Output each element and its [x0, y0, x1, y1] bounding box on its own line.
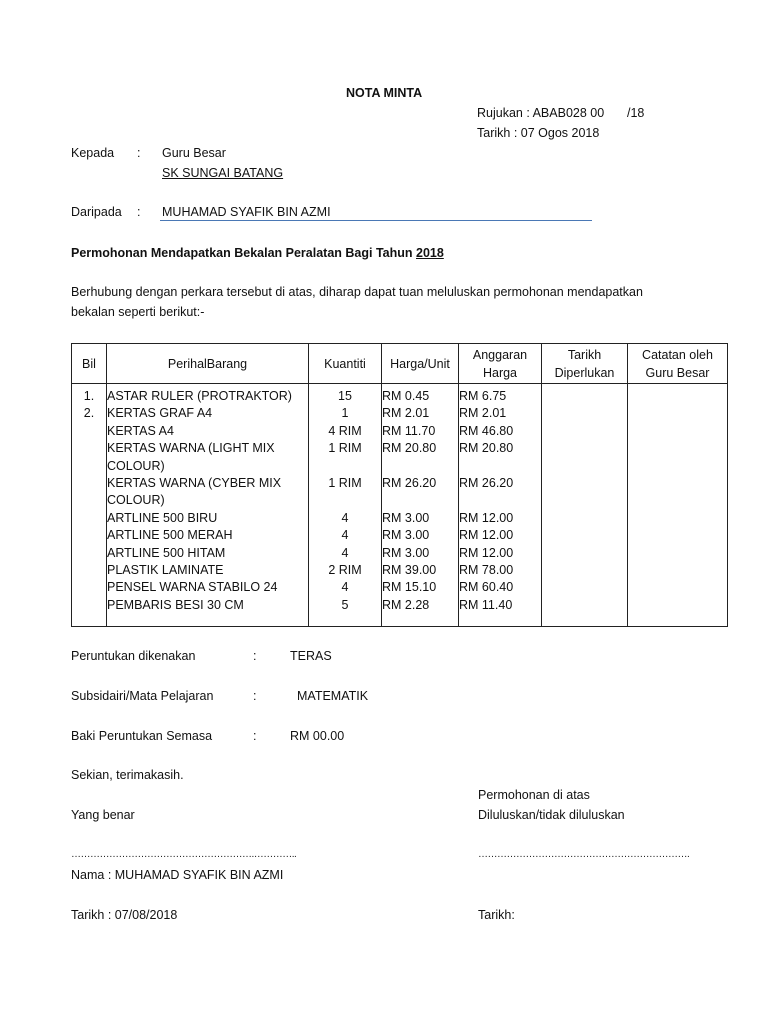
- item-estimated-price: RM 26.20: [459, 476, 514, 491]
- item-quantity: 15: [338, 389, 352, 403]
- baki-value: RM 00.00: [290, 729, 345, 743]
- tarikh-right: Tarikh:: [478, 908, 515, 922]
- peruntukan-colon: :: [253, 649, 257, 663]
- spacer: [382, 458, 458, 475]
- spacer: [382, 492, 458, 509]
- item-quantity: 5: [341, 597, 349, 612]
- daripada-colon: :: [137, 205, 141, 219]
- item-quantity: 4: [341, 528, 349, 543]
- rujukan-text: Rujukan : ABAB028 00: [477, 106, 605, 120]
- item-description: KERTAS A4: [107, 423, 174, 438]
- yang-benar: Yang benar: [71, 808, 135, 822]
- item-quantity: 4: [341, 545, 349, 560]
- item-unit-price: RM 2.01: [382, 406, 430, 421]
- approval-line1: Permohonan di atas: [478, 788, 590, 802]
- item-estimated-price: RM 12.00: [459, 528, 514, 543]
- item-unit-price: RM 11.70: [382, 423, 436, 438]
- item-estimated-price: RM 20.80: [459, 441, 514, 456]
- header-harga: Harga/Unit: [382, 344, 459, 384]
- document-title: NOTA MINTA: [346, 86, 423, 100]
- item-description: COLOUR): [107, 458, 165, 473]
- daripada-underline: [160, 220, 592, 221]
- harga-cell: [382, 384, 459, 627]
- signature-dots-left: ………………………………………………….…………..: [71, 849, 297, 860]
- kuantiti-cell: [309, 384, 382, 627]
- item-estimated-price: RM 12.00: [459, 510, 514, 525]
- signature-dots-right: ………………………………………………………….: [478, 849, 690, 860]
- subject-text: Permohonan Mendapatkan Bekalan Peralatan Bagi Tahun: [71, 246, 416, 260]
- tarikh-header: Tarikh : 07 Ogos 2018: [477, 126, 600, 140]
- nama-text: Nama : MUHAMAD SYAFIK BIN AZMI: [71, 868, 284, 882]
- subsidairi-label: Subsidairi/Mata Pelajaran: [71, 689, 214, 703]
- kepada-colon: :: [137, 146, 141, 160]
- item-estimated-price: RM 12.00: [459, 545, 514, 560]
- spacer: [309, 458, 381, 475]
- header-perihal: PerihalBarang: [107, 344, 309, 384]
- bil-number: 1.: [83, 389, 95, 403]
- item-unit-price: RM 39.00: [382, 563, 437, 578]
- intro-line2: bekalan seperti berikut:-: [71, 305, 205, 319]
- item-quantity: 4 RIM: [328, 423, 362, 438]
- spacer: [459, 458, 541, 475]
- item-description: ARTLINE 500 BIRU: [107, 510, 218, 525]
- item-description: PEMBARIS BESI 30 CM: [107, 597, 244, 612]
- item-unit-price: RM 0.45: [382, 389, 430, 403]
- bil-number: 2.: [83, 406, 95, 421]
- kepada-line1: Guru Besar: [162, 146, 226, 160]
- subsidairi-colon: :: [253, 689, 257, 703]
- request-table: [71, 343, 728, 627]
- item-estimated-price: RM 78.00: [459, 563, 514, 578]
- item-unit-price: RM 26.20: [382, 476, 437, 491]
- header-anggaran: Anggaran Harga: [459, 344, 542, 384]
- item-unit-price: RM 3.00: [382, 528, 430, 543]
- intro-line1: Berhubung dengan perkara tersebut di atas, diharap dapat tuan meluluskan permohonan mendapatkan: [71, 285, 643, 299]
- rujukan-suffix: /18: [627, 106, 645, 120]
- subsidairi-value: MATEMATIK: [297, 689, 369, 703]
- item-description: KERTAS GRAF A4: [107, 406, 213, 421]
- item-unit-price: RM 3.00: [382, 510, 430, 525]
- item-quantity: 1: [341, 406, 349, 421]
- table-body-row: [72, 384, 728, 627]
- item-description: PLASTIK LAMINATE: [107, 563, 224, 578]
- daripada-label: Daripada: [71, 205, 122, 219]
- peruntukan-label: Peruntukan dikenakan: [71, 649, 196, 663]
- item-estimated-price: RM 46.80: [459, 423, 514, 438]
- item-quantity: 4: [341, 580, 349, 595]
- item-description: ARTLINE 500 HITAM: [107, 545, 226, 560]
- closing-text: Sekian, terimakasih.: [71, 768, 184, 782]
- subject-line: [71, 245, 444, 261]
- item-description: ASTAR RULER (PROTRAKTOR): [107, 389, 292, 403]
- tarikh-diperlukan-cell: [542, 384, 628, 627]
- approval-line2: Diluluskan/tidak diluluskan: [478, 808, 625, 822]
- kepada-label: Kepada: [71, 146, 115, 160]
- header-bil: Bil: [72, 344, 107, 384]
- item-estimated-price: RM 60.40: [459, 580, 514, 595]
- item-unit-price: RM 15.10: [382, 580, 437, 595]
- item-description: COLOUR): [107, 493, 165, 508]
- item-estimated-price: RM 6.75: [459, 389, 507, 403]
- item-description: ARTLINE 500 MERAH: [107, 528, 233, 543]
- item-quantity: 4: [341, 510, 349, 525]
- kepada-line2: SK SUNGAI BATANG: [162, 166, 284, 180]
- perihal-cell: [107, 384, 309, 627]
- item-quantity: 1 RIM: [328, 476, 362, 491]
- spacer: [459, 492, 541, 509]
- item-unit-price: RM 3.00: [382, 545, 430, 560]
- header-kuantiti: Kuantiti: [309, 344, 382, 384]
- peruntukan-value: TERAS: [290, 649, 332, 663]
- tarikh-left: Tarikh : 07/08/2018: [71, 908, 178, 922]
- catatan-cell: [628, 384, 728, 627]
- item-unit-price: RM 2.28: [382, 597, 430, 612]
- item-quantity: 2 RIM: [328, 563, 362, 578]
- item-unit-price: RM 20.80: [382, 441, 437, 456]
- item-estimated-price: RM 2.01: [459, 406, 507, 421]
- item-estimated-price: RM 11.40: [459, 597, 513, 612]
- item-description: KERTAS WARNA (CYBER MIX: [107, 476, 282, 491]
- header-catatan: Catatan oleh Guru Besar: [628, 344, 728, 384]
- daripada-value: MUHAMAD SYAFIK BIN AZMI: [162, 205, 331, 219]
- subject-year: 2018: [416, 246, 444, 260]
- anggaran-cell: [459, 384, 542, 627]
- item-description: KERTAS WARNA (LIGHT MIX: [107, 441, 275, 456]
- baki-colon: :: [253, 729, 257, 743]
- table-header-row: [72, 344, 728, 384]
- item-quantity: 1 RIM: [328, 441, 362, 456]
- header-tarikh: Tarikh Diperlukan: [542, 344, 628, 384]
- baki-label: Baki Peruntukan Semasa: [71, 729, 213, 743]
- item-description: PENSEL WARNA STABILO 24: [107, 580, 278, 595]
- bil-cell: [72, 384, 107, 627]
- spacer: [309, 492, 381, 509]
